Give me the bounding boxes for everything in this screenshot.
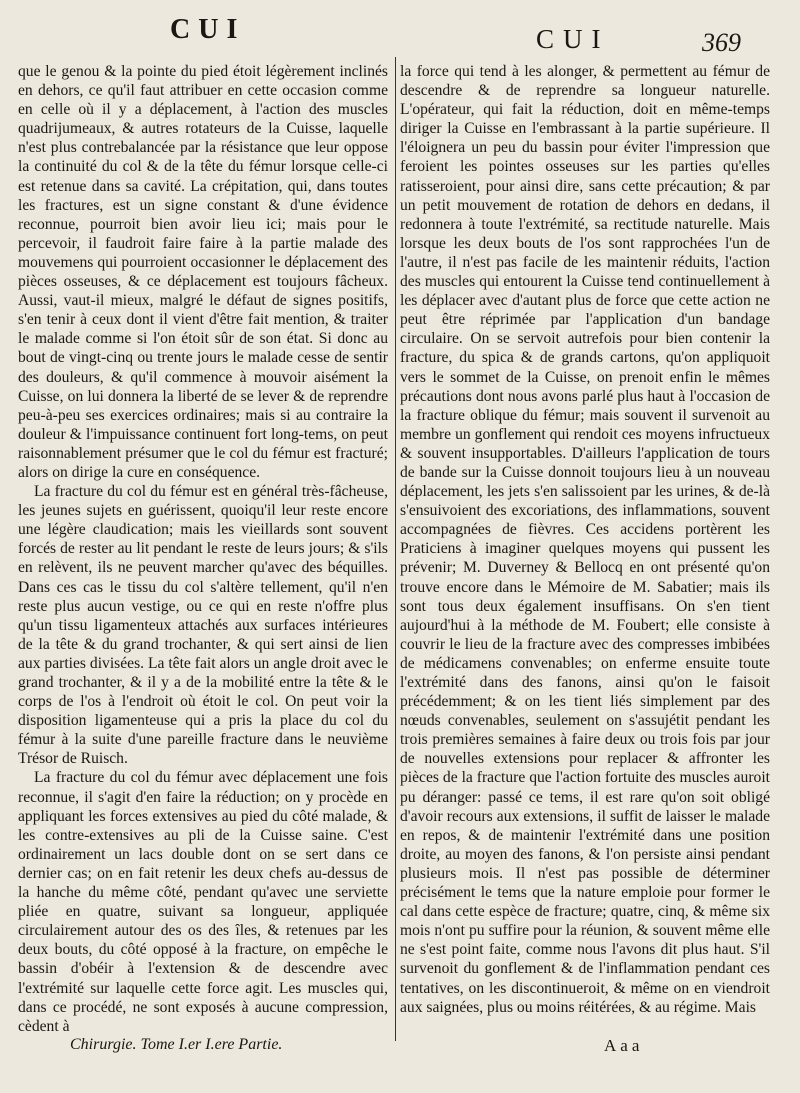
footer-volume: Chirurgie. Tome I.er I.ere Partie. (70, 1036, 283, 1053)
running-head-left: CUI (170, 14, 246, 45)
column-divider (395, 57, 396, 1041)
signature-mark: Aaa (604, 1036, 644, 1055)
page-number: 369 (702, 28, 741, 57)
running-head-right: CUI (536, 24, 610, 54)
right-paragraph-1: la force qui tend à les alonger, & permettent au fémur de descendre & de reprendre sa longueur naturelle. L'opérateur, qui fait la réduction, doit en même-temps diriger la Cuisse en l'embrassant à la partie supérieure. Il l'éloignera un peu du bassin pour éviter l'impression que feroient les pointes osseuses sur les parties qu'elles ratisseroient, pour ainsi dire, sans cette précaution; & par un petit mouvement de rotation de dehors en dedans, il redonnera à toute l'extrémité, sa rectitude naturelle. Mais lorsque les deux bouts de l'os sont rapprochées l'un de l'autre, il n'est pas facile de les maintenir réduits, l'action des muscles qui entourent la Cuisse tend continuellement à les déplacer avec d'autant plus de force que cette action ne peut être réprimée par l'application d'un bandage circulaire. On se servoit autrefois pour bien contenir la fracture, du spica & de grands cartons, qu'on appliquoit vers le sommet de la Cuisse, on prenoit enfin le mêmes précautions dont nous avons parlé plus haut à l'occasion de la fracture oblique du fémur; mais souvent il survenoit au membre un gonflement qui rendoit ces moyens infructueux & souvent insupportables. D'ailleurs l'application de tours de bande sur la Cuisse donnoit toujours lieu à un nouveau déplacement, les jets s'en salissoient par les urines, & de-là s'ensuivoient des excoriations, des inflammations, souvent accompagnées de fièvres. Ces accidens portèrent les Praticiens à imaginer quelques moyens qui pussent les prévenir; M. Duverney & Bellocq en ont présenté qu'on trouve encore dans le Mémoire de M. Sabatier; mais ils sont tous deux également insuffisans. On s'en tient aujourd'hui à la méthode de M. Foubert; elle consiste à couvrir le lieu de la fracture avec des compresses imbibées de médicamens convenables; on enferme ensuite toute l'extrémité dans des fanons, ainsi qu'on le faisoit précédemment; & on les tient liés simplement par des nœuds convenables, seulement on s'assujétit pendant les trois premières semaines à faire deux ou trois fois par jour de nouvelles extensions pour replacer & affronter les pièces de la fracture que l'action fortuite des muscles auroit pu déranger: passé ce tems, il est rare qu'on soit obligé d'avoir recours aux extensions, il suffit de laisser le malade en repos, & de maintenir l'extrémité dans une position droite, au moyen des fanons, & l'on persiste ainsi pendant plusieurs mois. Il n'est pas possible de déterminer précisément le tems que la nature emploie pour former le cal dans cette espèce de fracture; quatre, cinq, & même six mois n'ont pu suffire pour la réunion, & souvent même elle ne s'est point faite, comme nous l'avons dit plus haut. S'il survenoit du gonflement & de l'inflammation pendant ces tentatives, on les discontinueroit, & même on en viendroit aux saignées, plus ou moins réitérées, & au régime. Mais (400, 63, 770, 1016)
left-column (18, 62, 388, 1036)
left-paragraph-3: La fracture du col du fémur avec déplacement une fois reconnue, il s'agit d'en faire la réduction; on y procède en appliquant les forces extensives au pied du côté malade, & les contre-extensives au pli de la Cuisse saine. C'est ordinairement un lacs double dont on se sert dans ce dernier cas; on en fait retenir les deux chefs au-dessus de la hanche du même côté, pendant qu'avec une serviette pliée en quatre, suivant sa longueur, appliquée circulairement autour des os des îles, & retenues par les deux bouts, du côté opposé à la fracture, on empêche le bassin d'obéir à l'extension & de descendre avec l'extrémité sur laquelle cette force agit. Les muscles qui, dans ce procédé, ne sont exposés à aucune compression, cèdent à (18, 769, 388, 1035)
left-paragraph-1: que le genou & la pointe du pied étoit légèrement inclinés en dehors, ce qu'il faut attribuer en cette occasion comme en celle où il y a déplacement, à l'action des muscles quadrijumeaux, & autres rotateurs de la Cuisse, laquelle n'est plus contrebalancée par la résistance que leur oppose la continuité du col & de la tête du fémur lorsque celle-ci est retenue dans sa cavité. La crépitation, qui, dans toutes les fractures, est un signe constant & d'une évidence reconnue, pourroit bien avoir lieu ici; mais pour le percevoir, il faudroit faire faire à la partie malade des mouvemens qui pourroient occasionner le déplacement des pièces osseuses, & ce déplacement est toujours fâcheux. Aussi, vaut-il mieux, malgré le défaut de signes positifs, s'en tenir à ceux dont il vient d'être fait mention, & traiter le malade comme si l'on étoit sûr de son état. Si donc au bout de vingt-cinq ou trente jours le malade cesse de sentir des douleurs, & qu'il commence à mouvoir aisément la Cuisse, on lui donnera la liberté de se lever & de reprendre peu-à-peu ses exercices ordinaires; mais si au contraire la douleur & l'impuissance continuent fort long-tems, on peut raisonnablement présumer que le col du fémur est fracturé; alors on dirige la cure en conséquence. (18, 63, 388, 481)
right-column (400, 62, 770, 1017)
left-paragraph-2: La fracture du col du fémur est en général très-fâcheuse, les jeunes sujets en guérissent, quoiqu'il leur reste encore une légère claudication; mais les vieillards sont souvent forcés de rester au lit pendant le reste de leurs jours; & s'ils en relèvent, ils ne peuvent marcher qu'avec des béquilles. Dans ces cas le tissu du col s'altère tellement, qu'il n'en reste plus aucun vestige, ou ce qui en reste n'offre plus qu'un tissu ligamenteux attachés aux surfaces intérieures de la tête & du grand trochanter, & qui sert ainsi de lien aux parties divisées. La tête fait alors un angle droit avec le grand trochanter, & il y a de la mobilité entre la tête & le corps de l'os à l'endroit où étoit le col. On peut voir la disposition ligamenteuse qui a pris la place du col du fémur à la suite d'une pareille fracture dans le neuvième Trésor de Ruisch. (18, 483, 388, 768)
